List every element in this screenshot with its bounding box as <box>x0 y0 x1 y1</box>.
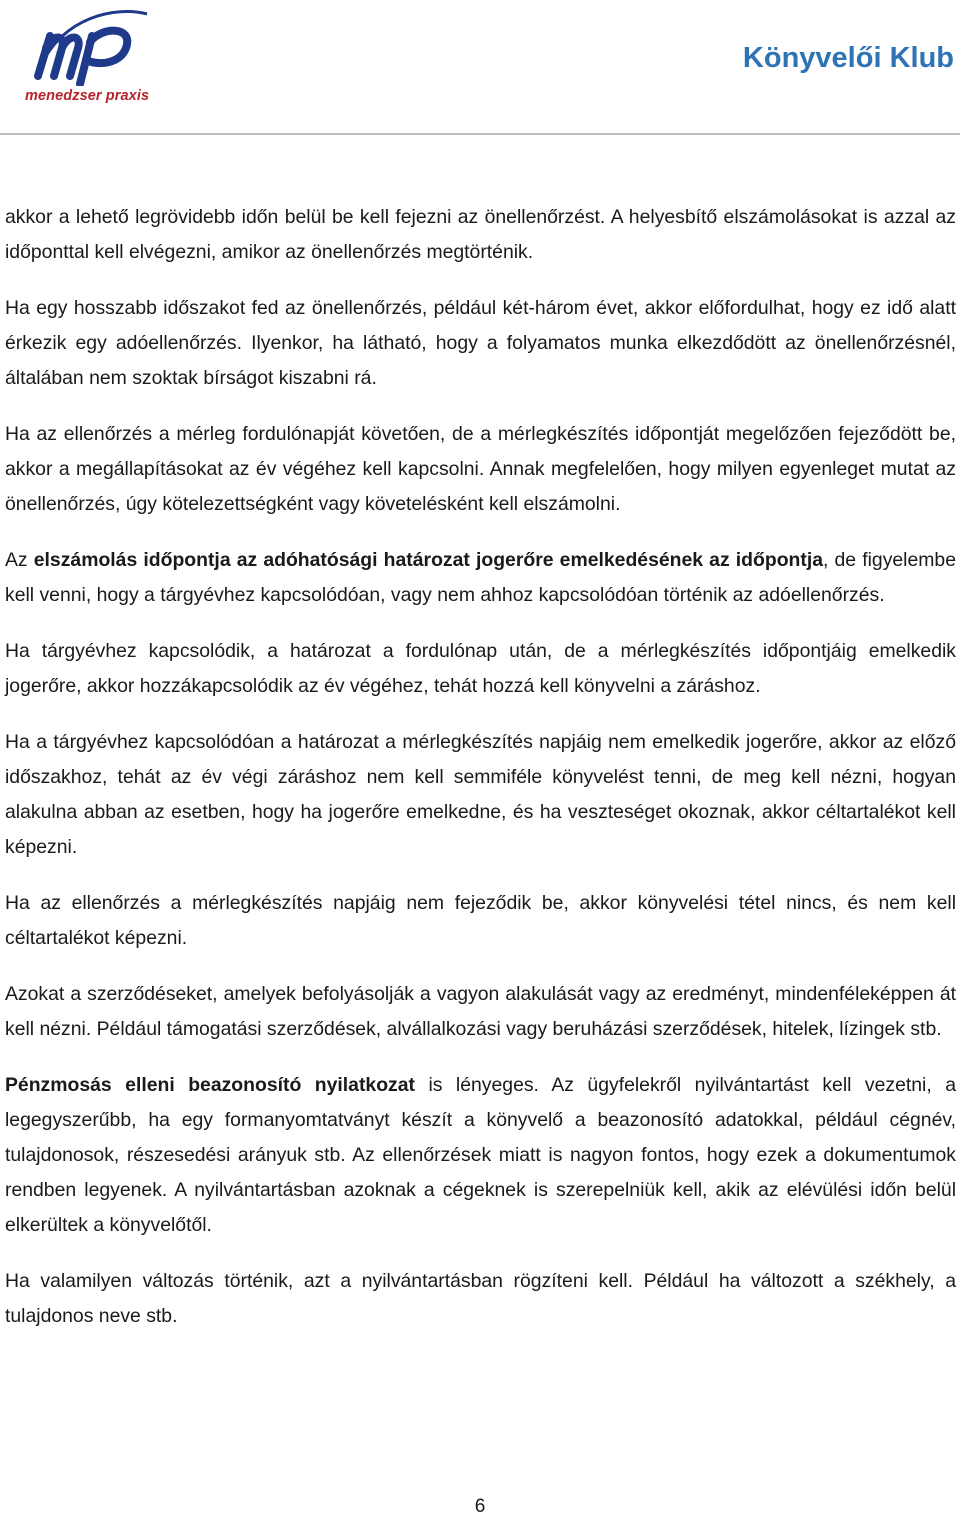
paragraph-8: Azokat a szerződéseket, amelyek befolyásolják a vagyon alakulását vagy az eredményt, mindenféleképpen át kell nézni. Például támogatási szerződések, alvállalkozási vagy beruházási szerződések, hitelek, lízingek stb. <box>5 983 956 1040</box>
paragraph-4-start: Az <box>5 549 34 571</box>
paragraph-9-end: is lényeges. Az ügyfelekről nyilvántartást kell vezetni, a legegyszerűbb, ha egy formanyomtatványt készít a könyvelő a beazonosító adatokkal, például cégnév, tulajdonosok, részesedési arányuk stb. Az ellenőrzések miatt is nagyon fontos, hogy ezek a dokumentumok rendben legyenek. A nyilvántartásban azoknak a cégeknek is szerepelniük kell, akik az elévülési időn belül elkerültek a könyvelőtől. <box>5 1074 956 1236</box>
header-divider <box>0 133 960 135</box>
paragraph-9-emphasis: Pénzmosás elleni beazonosító nyilatkozat <box>5 1074 415 1096</box>
paragraph-7: Ha az ellenőrzés a mérlegkészítés napjáig nem fejeződik be, akkor könyvelési tétel nincs, és nem kell céltartalékot képezni. <box>5 892 956 949</box>
paragraph-5: Ha tárgyévhez kapcsolódik, a határozat a fordulónap után, de a mérlegkészítés időpontjáig emelkedik jogerőre, akkor hozzákapcsolódik az év végéhez, tehát hozzá kell könyvelni a záráshoz. <box>5 640 956 697</box>
paragraph-6: Ha a tárgyévhez kapcsolódóan a határozat a mérlegkészítés napjáig nem emelkedik jogerőre, akkor az előző időszakhoz, tehát az év végi záráshoz nem kell semmiféle könyvelést tenni, de meg kell nézni, hogyan alakulna abban az esetben, hogy ha jogerőre emelkedne, és ha veszteséget okoznak, akkor céltartalékot kell képezni. <box>5 731 956 858</box>
page-header <box>0 0 960 136</box>
document-body <box>5 200 956 1355</box>
logo-wordmark: menedzser praxis <box>25 88 150 104</box>
page-number: 6 <box>474 1496 486 1517</box>
paragraph-10: Ha valamilyen változás történik, azt a nyilvántartásban rögzíteni kell. Például ha változott a székhely, a tulajdonos neve stb. <box>5 1270 956 1327</box>
paragraph-2: Ha egy hosszabb időszakot fed az önellenőrzés, például két-három évet, akkor előfordulhat, hogy ez idő alatt érkezik egy adóellenőrzés. Ilyenkor, ha látható, hogy a folyamatos munka elkezdődött az önellenőrzésnél, általában nem szoktak bírságot kiszabni rá. <box>5 297 956 389</box>
paragraph-1: akkor a lehető legrövidebb időn belül be kell fejezni az önellenőrzést. A helyesbítő elszámolásokat is azzal az időponttal kell elvégezni, amikor az önellenőrzés megtörténik. <box>5 206 956 263</box>
paragraph-4-emphasis: elszámolás időpontja az adóhatósági határozat jogerőre emelkedésének az időpontja <box>33 549 824 571</box>
paragraph-9 <box>5 1068 956 1243</box>
paragraph-3: Ha az ellenőrzés a mérleg fordulónapját követően, de a mérlegkészítés időpontját megelőzően fejeződött be, akkor a megállapításokat az év végéhez kell kapcsolni. Annak megfelelően, hogy milyen egyenleget mutat az önellenőrzés, úgy kötelezettségként vagy követelésként kell elszámolni. <box>5 423 956 515</box>
paragraph-4-end: , de figyelembe kell venni, hogy a tárgyévhez kapcsolódóan, vagy nem ahhoz kapcsolódóan történik az adóellenőrzés. <box>5 549 956 606</box>
club-title: Könyvelői Klub <box>742 42 954 74</box>
paragraph-4 <box>5 543 956 613</box>
menedzser-praxis-logo <box>22 6 162 106</box>
mp-monogram-icon <box>22 6 162 86</box>
